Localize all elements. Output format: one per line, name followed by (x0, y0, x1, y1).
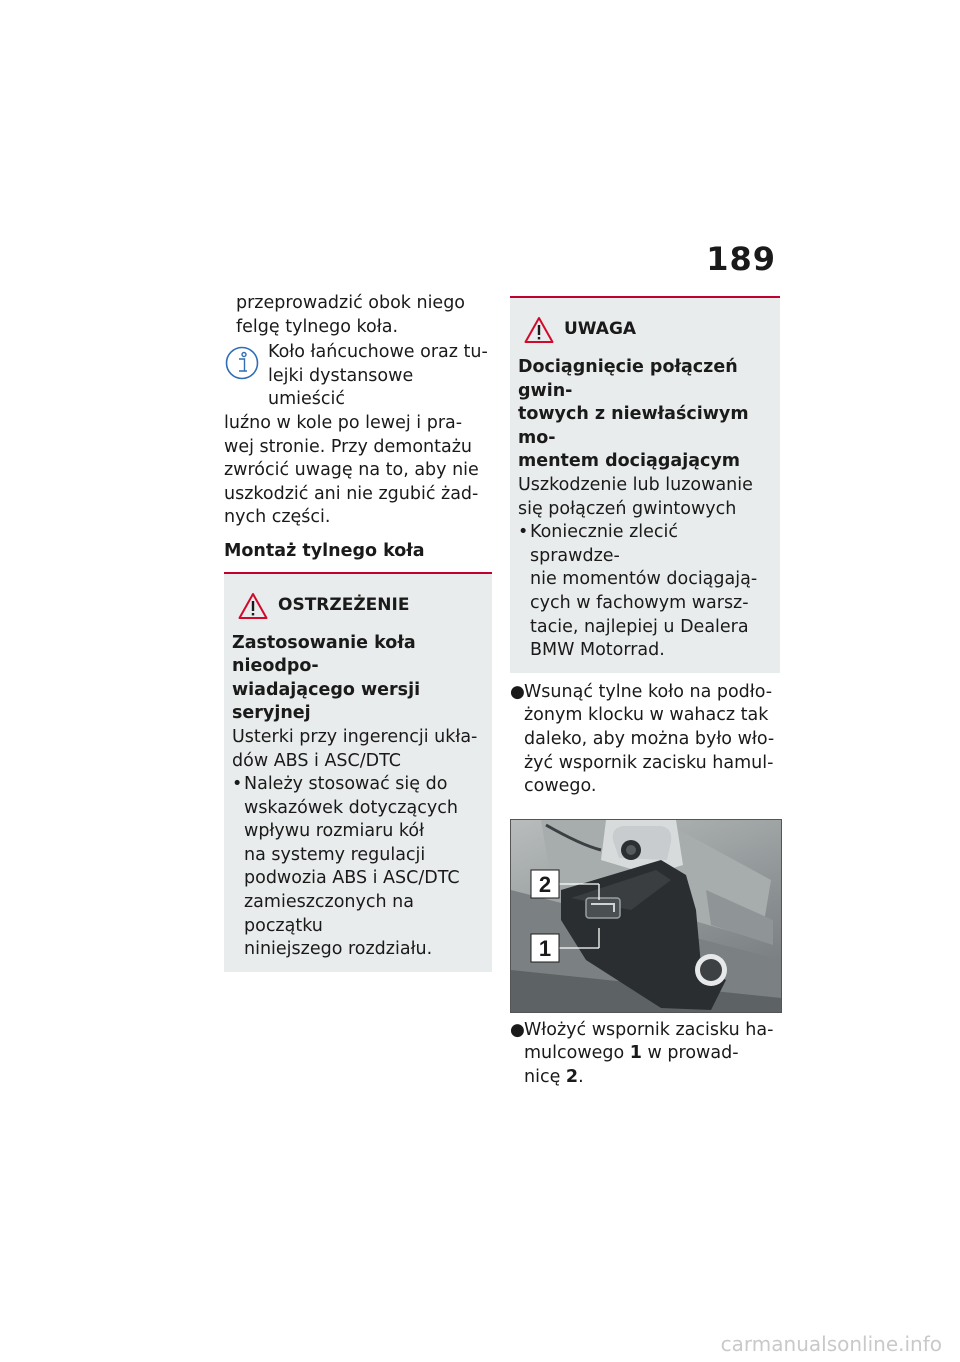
intro-line-2: felgę tylnego koła. (236, 316, 399, 337)
warning-header (238, 592, 484, 620)
warning-bullet-line-6: zamieszczonych na początku (244, 892, 414, 936)
warning-bullet-line-3: wpływu rozmiaru kół (244, 821, 425, 842)
warning-bold-line-1: Zastosowanie koła nieodpo- (232, 632, 416, 677)
caution-bold-line-2: towych z niewłaściwym mo- (518, 404, 749, 448)
caution-bullet-line-2: nie momentów dociągają- (530, 569, 758, 590)
callout-2: 2 (538, 871, 552, 897)
info-icon (224, 345, 260, 381)
step-2-ref-2: 2 (565, 1066, 579, 1087)
step-bullet-dot: ● (510, 1019, 525, 1040)
warning-bullet (232, 773, 484, 962)
warning-triangle-icon (238, 592, 268, 620)
caution-header (524, 316, 772, 344)
info-note (224, 341, 492, 530)
caliper-bracket-photo (510, 819, 782, 1013)
warning-bold-line-2: wiadającego wersji seryjnej (232, 679, 421, 724)
caution-text-line-2: się połączeń gwintowych (518, 498, 737, 519)
step-1 (510, 681, 780, 799)
caution-box (510, 298, 780, 673)
warning-bullet-line-2: wskazówek dotyczących (244, 797, 458, 818)
warning-box (224, 574, 492, 972)
step-1-line-5: cowego. (524, 776, 597, 797)
caution-bullet-line-4: tacie, najlepiej u Dealera (530, 616, 749, 637)
warning-heading: OSTRZEŻENIE (278, 594, 410, 615)
warning-bullet-line-7: niniejszego rozdziału. (244, 939, 433, 960)
step-2-line-3 (524, 1066, 773, 1090)
caution-bold-line-1: Dociągnięcie połączeń gwin- (518, 357, 738, 401)
step-2-text: . (578, 1066, 584, 1087)
step-2-line-1: Włożyć wspornik zacisku ha- (524, 1019, 774, 1040)
info-line-3: luźno w kole po lewej i pra- (224, 412, 463, 433)
warning-text-line-2: dów ABS i ASC/DTC (232, 750, 402, 771)
step-bullet-dot: ● (510, 681, 525, 702)
step-1-line-2: żonym klocku w wahacz tak (524, 705, 769, 726)
step-2-text: mulcowego (524, 1043, 630, 1064)
caution-bullet-line-1: Koniecznie zlecić sprawdze- (530, 522, 679, 566)
caution-bullet-line-5: BMW Motorrad. (530, 640, 665, 661)
info-line-2: lejki dystansowe umieścić (268, 365, 414, 410)
warning-bullet-line-5: podwozia ABS i ASC/DTC (244, 868, 460, 889)
caution-heading: UWAGA (564, 319, 637, 340)
step-1-line-1: Wsunąć tylne koło na podło- (524, 681, 773, 702)
step-2-text: nicę (524, 1066, 566, 1087)
watermark: carmanualsonline.info (720, 1332, 942, 1356)
info-line-5: zwrócić uwagę na to, aby nie (224, 460, 479, 481)
left-column (224, 292, 492, 972)
step-2-line-2 (524, 1042, 773, 1066)
step-1-line-3: daleko, aby można było wło- (524, 728, 775, 749)
caution-bullet (518, 521, 772, 663)
step-1-line-4: żyć wspornik zacisku hamul- (524, 752, 774, 773)
warning-bullet-line-4: na systemy regulacji (244, 844, 426, 865)
info-line-1: Koło łańcuchowe oraz tu- (268, 342, 488, 363)
info-line-7: nych części. (224, 507, 331, 528)
step-2-text: w prowad- (641, 1043, 739, 1064)
page-number: 189 (706, 240, 776, 278)
callout-1: 1 (538, 935, 552, 961)
info-line-6: uszkodzić ani nie zgubić żad- (224, 483, 479, 504)
warning-text-line-1: Usterki przy ingerencji ukła- (232, 726, 478, 747)
warning-bullet-line-1: Należy stosować się do (244, 774, 448, 795)
section-title: Montaż tylnego koła (224, 540, 425, 561)
caution-bold-line-3: mentem dociągającym (518, 451, 741, 472)
info-line-4: wej stronie. Przy demontażu (224, 436, 472, 457)
caution-text-line-1: Uszkodzenie lub luzowanie (518, 474, 753, 495)
intro-line-1: przeprowadzić obok niego (236, 293, 466, 313)
right-column (510, 296, 780, 1089)
bullet-dot: • (232, 774, 243, 795)
caution-bullet-line-3: cych w fachowym warsz- (530, 592, 749, 613)
step-2 (510, 1019, 780, 1090)
photo-illustration (511, 820, 781, 1012)
bullet-dot: • (518, 522, 529, 543)
step-2-ref-1: 1 (629, 1043, 642, 1064)
warning-triangle-icon (524, 316, 554, 344)
